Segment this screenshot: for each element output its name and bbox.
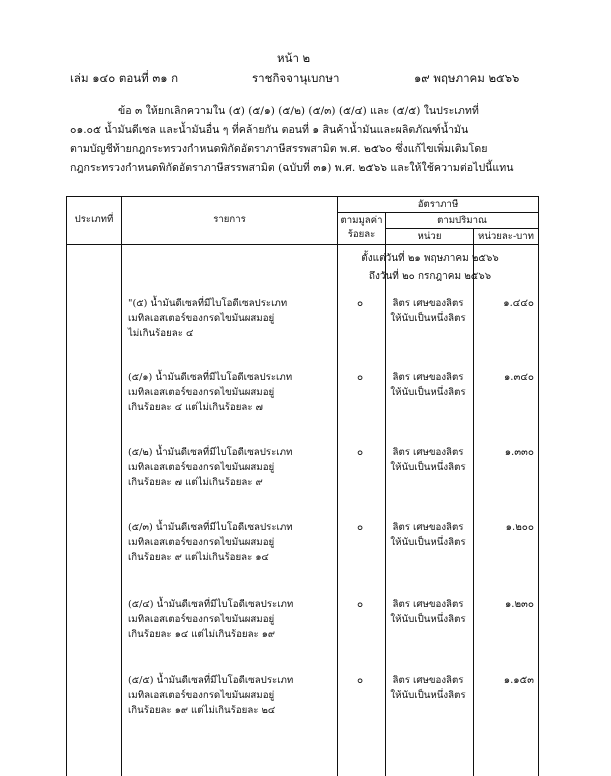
desc-line: ไม่เกินร้อยละ ๔ [128, 328, 194, 339]
unit-line: ให้นับเป็นหนึ่งลิตร [390, 387, 466, 398]
unit-line: ให้นับเป็นหนึ่งลิตร [390, 313, 466, 324]
row-unit [385, 520, 471, 550]
desc-line: "(๕) น้ำมันดีเซลที่มีไบโอดีเซลประเภท [128, 298, 288, 309]
desc-line: (๕/๓) น้ำมันดีเซลที่มีไบโอดีเซลประเภท [128, 522, 293, 533]
unit-line: ลิตร เศษของลิตร [392, 675, 464, 686]
table-border-top [66, 196, 539, 197]
row-ad-valorem: ๐ [356, 372, 364, 383]
effective-period [339, 250, 521, 286]
publication-date: ๑๙ พฤษภาคม ๒๕๖๖ [414, 71, 520, 85]
period-end: ถึงวันที่ ๒๐ กรกฎาคม ๒๕๖๖ [368, 271, 492, 282]
header-tax-rate: อัตราภาษี [417, 199, 459, 210]
row-unit [385, 296, 471, 326]
period-start: ตั้งแต่วันที่ ๒๑ พฤษภาคม ๒๕๖๖ [361, 253, 499, 264]
desc-line: เกินร้อยละ ๗ แต่ไม่เกินร้อยละ ๙ [128, 477, 263, 488]
row-rate: ๑.๒๓๐ [504, 599, 534, 610]
unit-line: ลิตร เศษของลิตร [392, 599, 464, 610]
table-row [0, 597, 611, 651]
desc-line: เกินร้อยละ ๑๙ แต่ไม่เกินร้อยละ ๒๔ [128, 705, 276, 716]
row-rate: ๑.๔๔๐ [503, 298, 534, 309]
row-ad-valorem: ๐ [356, 675, 364, 686]
desc-line: (๕/๑) น้ำมันดีเซลที่มีไบโอดีเซลประเภท [128, 372, 293, 383]
row-description [128, 370, 333, 415]
desc-line: เมทิลเอสเตอร์ของกรดไขมันผสมอยู่ [128, 690, 275, 701]
unit-line: ลิตร เศษของลิตร [392, 298, 464, 309]
row-rate: ๑.๓๔๐ [503, 372, 534, 383]
header-ad-valorem-line: ร้อยละ [347, 229, 376, 240]
row-ad-valorem: ๐ [356, 522, 364, 533]
header-by-quantity: ตามปริมาณ [437, 215, 487, 226]
unit-line: ให้นับเป็นหนึ่งลิตร [390, 614, 466, 625]
unit-line: ลิตร เศษของลิตร [392, 522, 464, 533]
intro-line: ตามบัญชีท้ายกฎกระทรวงกำหนดพิกัดอัตราภาษีสรรพสามิต พ.ศ. ๒๕๖๐ ซึ่งแก้ไขเพิ่มเติมโดย [70, 143, 488, 155]
row-ad-valorem: ๐ [356, 599, 364, 610]
row-unit [385, 445, 471, 475]
row-description [128, 520, 333, 565]
row-rate: ๑.๒๐๐ [505, 522, 534, 533]
row-description [128, 673, 333, 718]
row-description [128, 445, 333, 490]
desc-line: (๕/๔) น้ำมันดีเซลที่มีไบโอดีเซลประเภท [128, 599, 294, 610]
header-unit: หน่วย [417, 231, 442, 242]
table-divider-tax-rate [337, 212, 539, 213]
row-description [128, 296, 333, 341]
desc-line: (๕/๒) น้ำมันดีเซลที่มีไบโอดีเซลประเภท [128, 447, 293, 458]
desc-line: เมทิลเอสเตอร์ของกรดไขมันผสมอยู่ [128, 537, 275, 548]
desc-line: (๕/๕) น้ำมันดีเซลที่มีไบโอดีเซลประเภท [128, 675, 294, 686]
table-row [0, 445, 611, 499]
desc-line: เกินร้อยละ ๔ แต่ไม่เกินร้อยละ ๗ [128, 402, 263, 413]
unit-line: ให้นับเป็นหนึ่งลิตร [390, 537, 466, 548]
header-ad-valorem [338, 214, 385, 241]
table-row [0, 370, 611, 424]
desc-line: เมทิลเอสเตอร์ของกรดไขมันผสมอยู่ [128, 387, 275, 398]
table-row [0, 296, 611, 350]
intro-line: กฎกระทรวงกำหนดพิกัดอัตราภาษีสรรพสามิต (ฉบับที่ ๓๑) พ.ศ. ๒๕๖๖ และให้ใช้ความต่อไปนี้แทน [70, 162, 514, 174]
desc-line: เมทิลเอสเตอร์ของกรดไขมันผสมอยู่ [128, 614, 275, 625]
desc-line: เกินร้อยละ ๙ แต่ไม่เกินร้อยละ ๑๔ [128, 552, 269, 563]
desc-line: เมทิลเอสเตอร์ของกรดไขมันผสมอยู่ [128, 313, 275, 324]
intro-paragraph [70, 102, 540, 178]
row-ad-valorem: ๐ [356, 447, 364, 458]
row-description [128, 597, 333, 642]
header-items: รายการ [213, 214, 246, 225]
table-divider-quantity [385, 228, 539, 229]
row-unit [385, 597, 471, 627]
table-row [0, 673, 611, 727]
desc-line: เกินร้อยละ ๑๔ แต่ไม่เกินร้อยละ ๑๙ [128, 629, 276, 640]
unit-line: ให้นับเป็นหนึ่งลิตร [390, 462, 466, 473]
header-rate-per-unit: หน่วยละ-บาท [478, 231, 534, 242]
unit-line: ลิตร เศษของลิตร [392, 447, 464, 458]
page-number: หน้า ๒ [277, 51, 311, 65]
desc-line: เมทิลเอสเตอร์ของกรดไขมันผสมอยู่ [128, 462, 275, 473]
table-header-bottom [66, 244, 539, 245]
gazette-name: ราชกิจจานุเบกษา [252, 71, 340, 85]
header-ad-valorem-line: ตามมูลค่า [340, 215, 383, 226]
header-category: ประเภทที่ [74, 214, 114, 225]
row-rate: ๑.๑๕๓ [503, 675, 534, 686]
intro-line: ข้อ ๓ ให้ยกเลิกความใน (๕) (๕/๑) (๕/๒) (๕/๓) (๕/๔) และ (๕/๕) ในประเภทที่ [118, 105, 479, 117]
row-rate: ๑.๓๓๐ [504, 447, 534, 458]
unit-line: ให้นับเป็นหนึ่งลิตร [390, 690, 466, 701]
intro-line: ๐๑.๐๕ น้ำมันดีเซล และน้ำมันอื่น ๆ ที่คล้ายกัน ตอนที่ ๑ สินค้าน้ำมันและผลิตภัณฑ์น้ำมัน [70, 124, 469, 136]
row-ad-valorem: ๐ [356, 298, 364, 309]
row-unit [385, 673, 471, 703]
table-row [0, 520, 611, 574]
unit-line: ลิตร เศษของลิตร [392, 372, 464, 383]
row-unit [385, 370, 471, 400]
volume-issue: เล่ม ๑๔๐ ตอนที่ ๓๑ ก [70, 71, 179, 85]
